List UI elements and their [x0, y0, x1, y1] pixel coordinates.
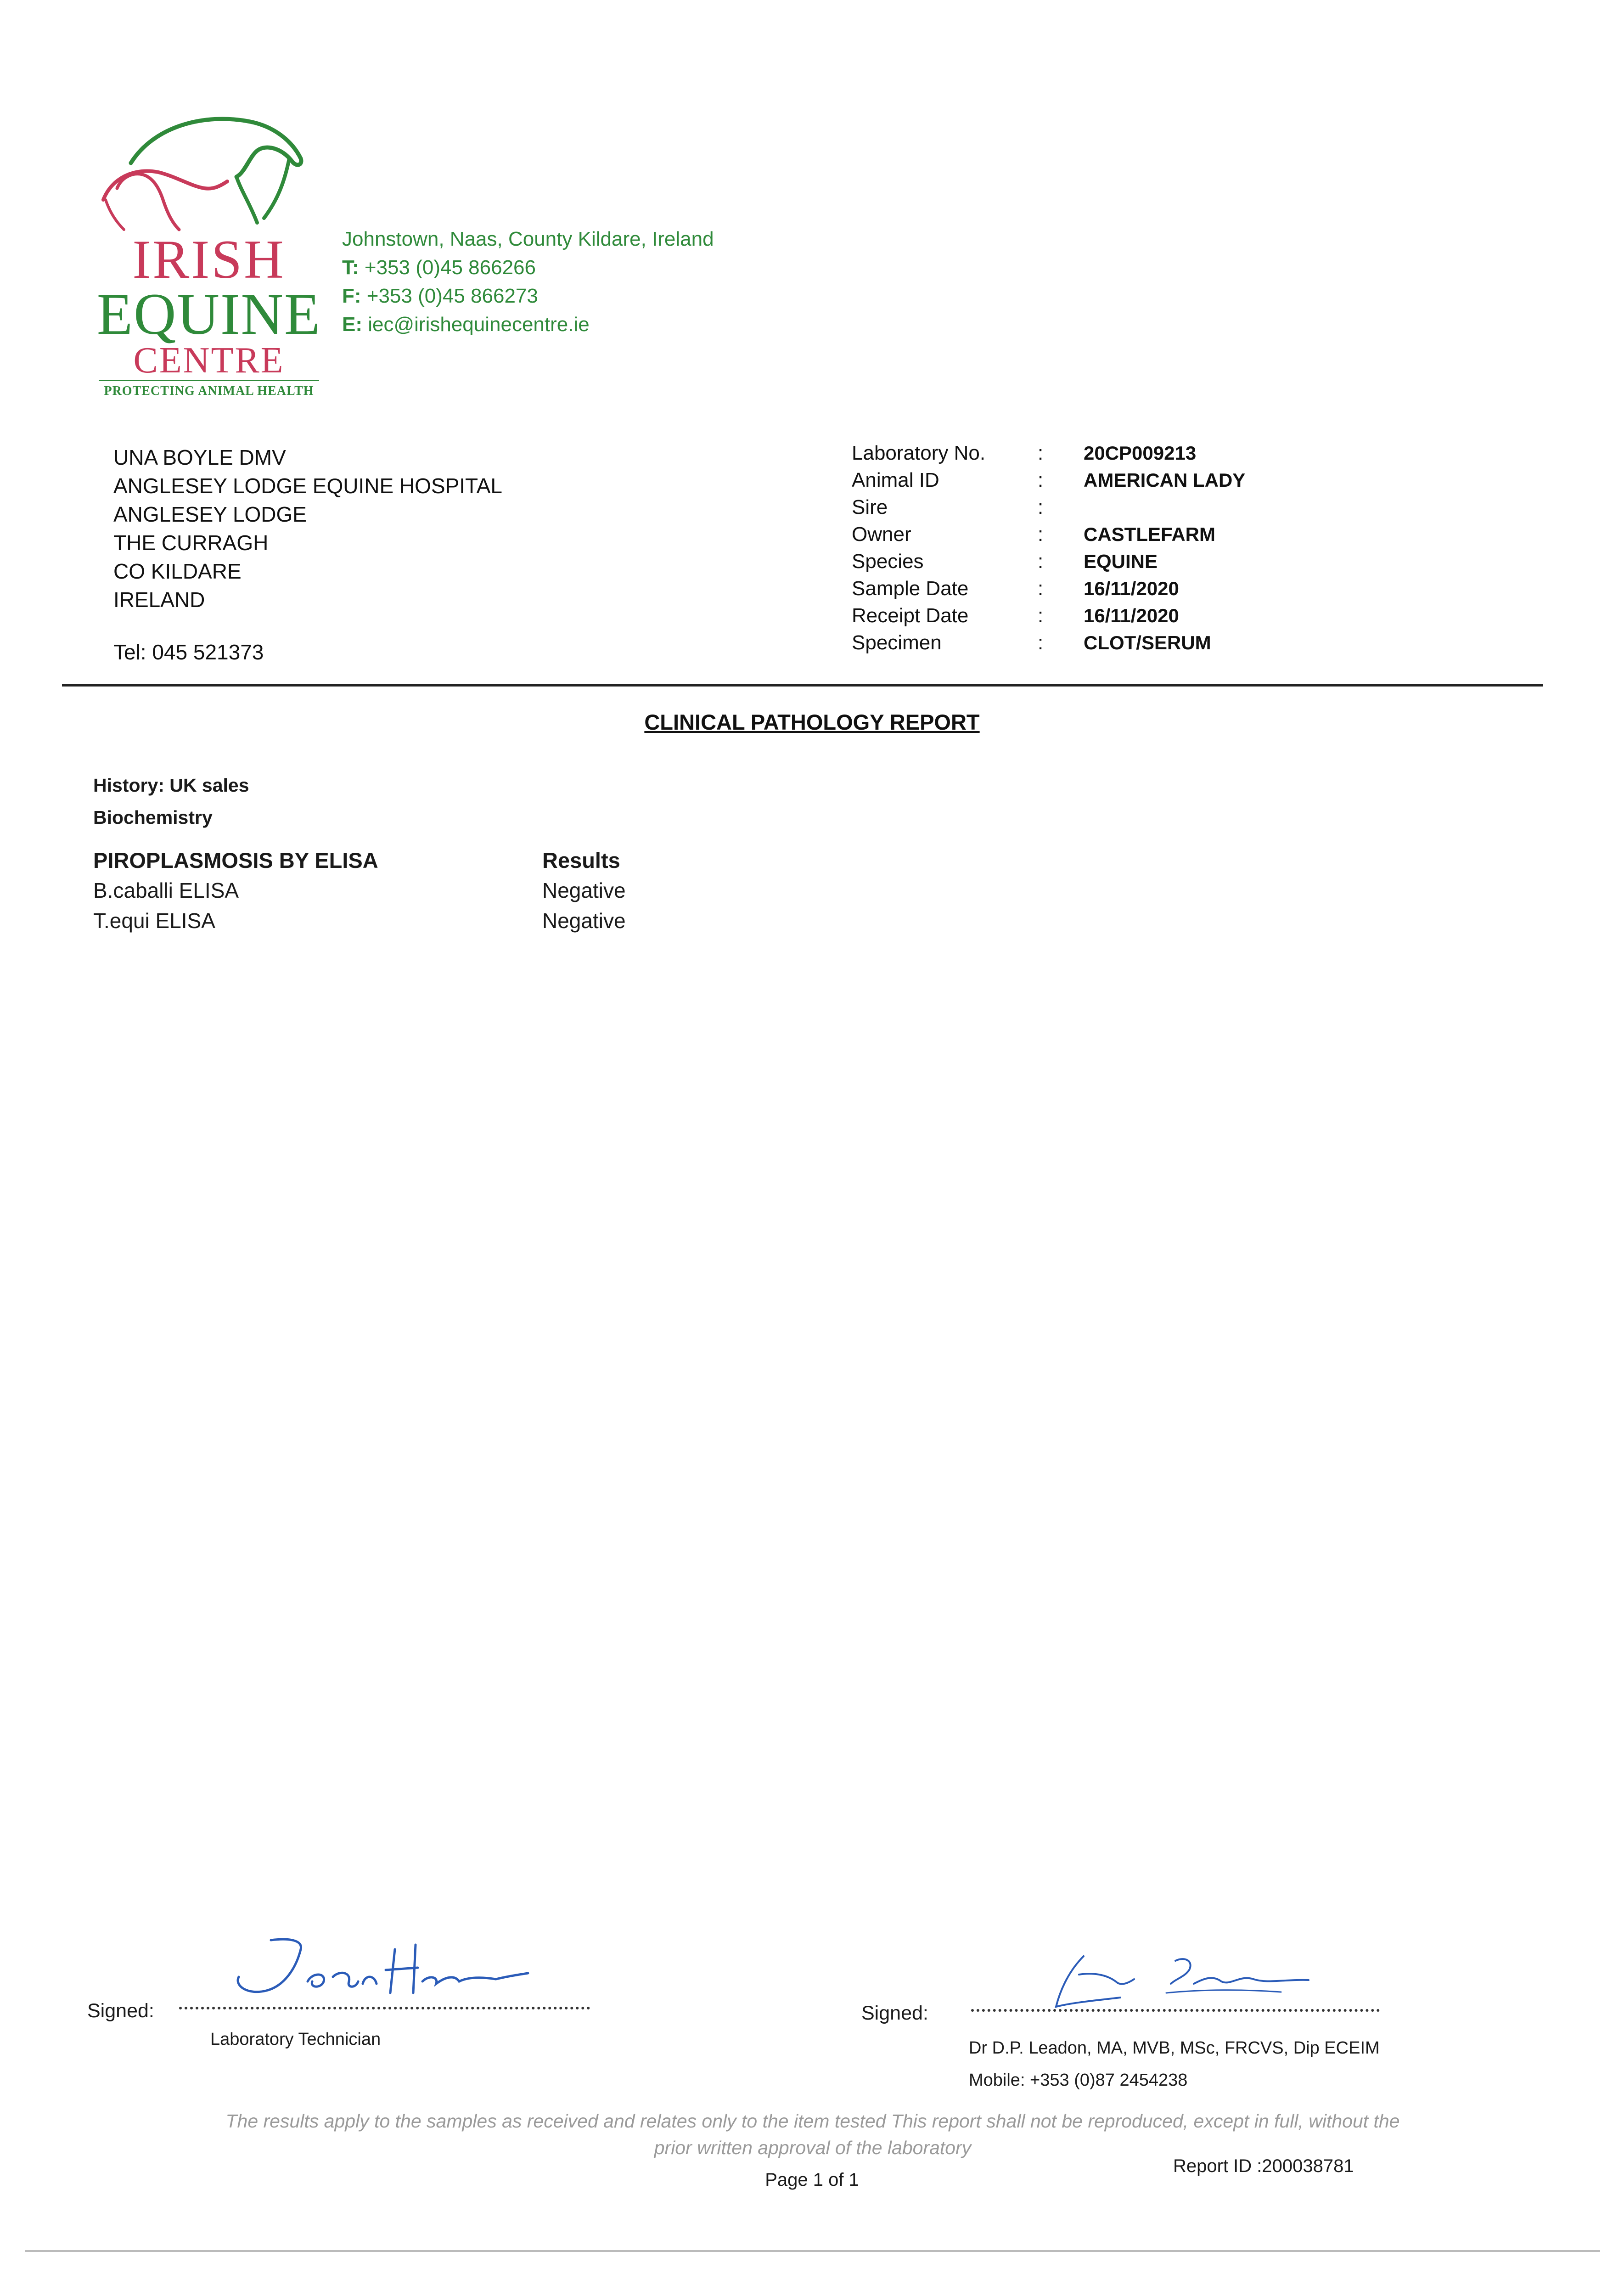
table-row [93, 875, 626, 906]
test-heading: PIROPLASMOSIS BY ELISA [93, 848, 378, 872]
header-divider [62, 684, 1543, 687]
meta-row [852, 602, 1245, 629]
fax-key: F: [342, 285, 361, 307]
meta-separator: : [1038, 468, 1044, 491]
left-signature-line [179, 1993, 590, 2009]
tel-value: +353 (0)45 866266 [364, 256, 536, 279]
meta-value: 16/11/2020 [1084, 604, 1179, 626]
fax-value: +353 (0)45 866273 [366, 285, 538, 307]
meta-value: 20CP009213 [1084, 442, 1197, 464]
disclaimer [115, 2108, 1511, 2161]
meta-label: Animal ID [852, 468, 939, 491]
lab-email [342, 310, 714, 339]
page-number: Page 1 of 1 [765, 2170, 859, 2190]
disclaimer-line: The results apply to the samples as received and relates only to the item tested This report shall not be reproduced, except in full, without the [225, 2110, 1400, 2132]
sample-details [852, 439, 1245, 656]
test-header-row [93, 845, 626, 875]
report-title: CLINICAL PATHOLOGY REPORT [644, 710, 980, 734]
recipient-line: UNA BOYLE DMV [113, 445, 286, 469]
meta-value: EQUINE [1084, 550, 1158, 572]
logo-irish-text: IRISH [132, 229, 286, 290]
meta-row [852, 467, 1245, 494]
meta-row [852, 521, 1245, 548]
recipient-line: CO KILDARE [113, 559, 242, 583]
test-name: T.equi ELISA [93, 909, 215, 933]
test-result: Negative [542, 878, 626, 902]
meta-row [852, 439, 1245, 467]
email-key: E: [342, 313, 362, 336]
table-row [93, 906, 626, 936]
horse-logo-icon [99, 108, 319, 236]
meta-label: Species [852, 550, 924, 573]
recipient-telephone: Tel: 045 521373 [113, 640, 264, 664]
recipient-address [113, 443, 502, 666]
disclaimer-line: prior written approval of the laboratory [654, 2137, 972, 2158]
left-signed-label: Signed: [87, 2000, 154, 2022]
sample-details-table [852, 439, 1245, 656]
lab-telephone [342, 253, 714, 282]
meta-separator: : [1038, 441, 1044, 464]
meta-separator: : [1038, 523, 1044, 546]
lab-address: Johnstown, Naas, County Kildare, Ireland [342, 228, 714, 250]
left-signatory-role: Laboratory Technician [210, 2030, 381, 2049]
right-signatory-details [969, 2032, 1380, 2096]
meta-label: Sample Date [852, 577, 969, 600]
test-results [93, 845, 626, 936]
test-name: B.caballi ELISA [93, 878, 239, 902]
lab-fax [342, 282, 714, 310]
meta-label: Laboratory No. [852, 441, 986, 464]
history-block [93, 769, 249, 833]
meta-separator: : [1038, 631, 1044, 654]
meta-separator: : [1038, 495, 1044, 518]
meta-separator: : [1038, 550, 1044, 573]
logo-equine-text: EQUINE [96, 281, 321, 347]
right-signatory-name: Dr D.P. Leadon, MA, MVB, MSc, FRCVS, Dip ECEIM [969, 2038, 1380, 2058]
meta-row [852, 629, 1245, 656]
right-signed-label: Signed: [861, 2002, 928, 2024]
footer-divider [25, 2250, 1600, 2252]
recipient-line: ANGLESEY LODGE [113, 502, 307, 526]
right-signatory-mobile: Mobile: +353 (0)87 2454238 [969, 2071, 1188, 2090]
logo-centre-text: CENTRE [133, 340, 285, 381]
lab-contact-block [342, 225, 714, 339]
recipient-line: IRELAND [113, 588, 205, 612]
test-results-table [93, 845, 626, 936]
meta-value [1084, 494, 1245, 521]
irish-equine-centre-logo [96, 108, 321, 406]
right-signature-line [971, 1995, 1380, 2012]
meta-separator: : [1038, 577, 1044, 600]
test-result: Negative [542, 909, 626, 933]
meta-row [852, 548, 1245, 575]
history-text: History: UK sales [93, 775, 249, 796]
meta-row [852, 575, 1245, 602]
logo-tagline: PROTECTING ANIMAL HEALTH [99, 380, 319, 398]
results-heading: Results [542, 848, 620, 872]
meta-label: Receipt Date [852, 604, 969, 627]
meta-label: Specimen [852, 631, 942, 654]
email-value: iec@irishequinecentre.ie [368, 313, 590, 336]
section-title: Biochemistry [93, 807, 213, 828]
meta-value: 16/11/2020 [1084, 577, 1179, 599]
tel-key: T: [342, 256, 359, 279]
meta-row [852, 494, 1245, 521]
report-id: Report ID :200038781 [1173, 2156, 1354, 2176]
meta-value: CLOT/SERUM [1084, 631, 1211, 653]
meta-label: Sire [852, 495, 888, 518]
recipient-line: ANGLESEY LODGE EQUINE HOSPITAL [113, 474, 503, 498]
recipient-line: THE CURRAGH [113, 531, 269, 555]
meta-label: Owner [852, 523, 911, 546]
meta-separator: : [1038, 604, 1044, 627]
meta-value: AMERICAN LADY [1084, 469, 1246, 491]
meta-value: CASTLEFARM [1084, 523, 1215, 545]
